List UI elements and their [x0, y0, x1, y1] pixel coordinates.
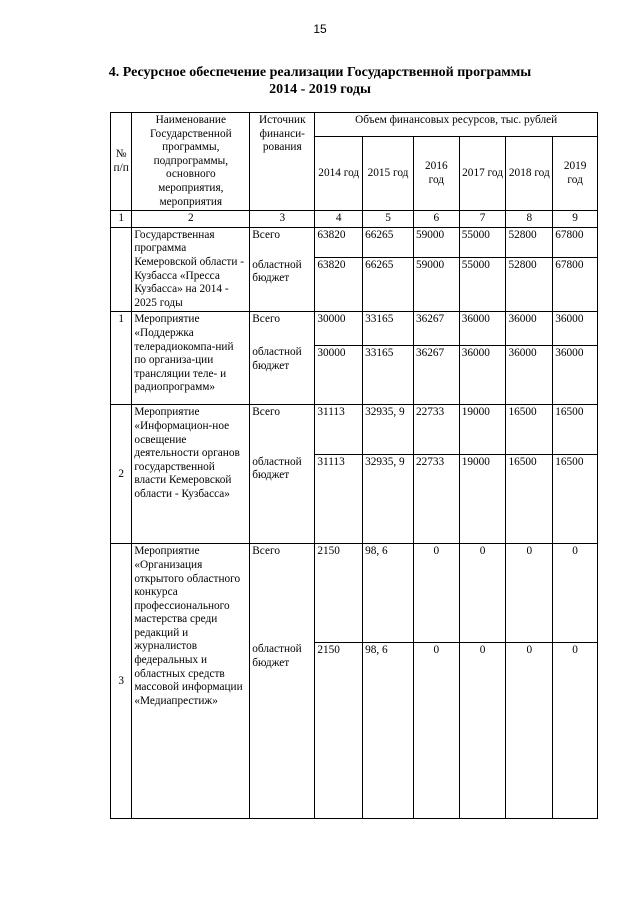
value-total: 30000: [315, 312, 363, 345]
column-number-row: [111, 211, 598, 228]
value-total: 33165: [363, 312, 414, 345]
value-regional: 31113: [315, 455, 363, 544]
value-total: 0: [506, 544, 553, 643]
row-name: Мероприятие «Информацион-ное освещение деятельности органов государственной власти Кемеровской области - Кузбасса»: [132, 405, 250, 544]
header-volume: Объем финансовых ресурсов, тыс. рублей: [315, 113, 598, 137]
value-regional: 63820: [315, 258, 363, 312]
value-total: 67800: [553, 227, 598, 257]
col-number: 4: [315, 211, 363, 228]
value-regional: 0: [506, 642, 553, 818]
row-num: [111, 227, 132, 312]
value-regional: 98, 6: [363, 642, 414, 818]
value-total: 22733: [413, 405, 459, 455]
value-regional: 19000: [459, 455, 506, 544]
value-regional: 33165: [363, 345, 414, 405]
value-total: 66265: [363, 227, 414, 257]
value-regional: 32935, 9: [363, 455, 414, 544]
value-regional: 16500: [506, 455, 553, 544]
value-total: 19000: [459, 405, 506, 455]
document-title: [0, 64, 640, 98]
col-number: 8: [506, 211, 553, 228]
header-row-1: [111, 113, 598, 137]
header-year: 2014 год: [315, 137, 363, 211]
value-total: 36000: [553, 312, 598, 345]
value-regional: 16500: [553, 455, 598, 544]
source-regional: областной бюджет: [250, 642, 315, 818]
value-regional: 0: [459, 642, 506, 818]
value-total: 16500: [553, 405, 598, 455]
header-source: Источник финанси-рования: [250, 113, 315, 211]
col-number: 5: [363, 211, 414, 228]
value-regional: 66265: [363, 258, 414, 312]
title-line-2: 2014 - 2019 годы: [269, 82, 371, 97]
table-row: [111, 227, 598, 257]
value-total: 0: [459, 544, 506, 643]
header-name: Наименование Государственной программы, подпрограммы, основного мероприятия, мероприятия: [132, 113, 250, 211]
value-total: 0: [553, 544, 598, 643]
title-line-1: 4. Ресурсное обеспечение реализации Государственной программы: [108, 65, 532, 80]
value-total: 55000: [459, 227, 506, 257]
col-number: 3: [250, 211, 315, 228]
value-total: 36267: [413, 312, 459, 345]
header-num: № п/п: [111, 113, 132, 211]
value-total: 2150: [315, 544, 363, 643]
value-total: 36000: [506, 312, 553, 345]
header-year: 2017 год: [459, 137, 506, 211]
header-year: 2018 год: [506, 137, 553, 211]
value-regional: 36000: [553, 345, 598, 405]
value-regional: 55000: [459, 258, 506, 312]
value-total: 59000: [413, 227, 459, 257]
value-regional: 22733: [413, 455, 459, 544]
source-total: Всего: [250, 544, 315, 643]
source-regional: областной бюджет: [250, 258, 315, 312]
header-year: 2016 год: [413, 137, 459, 211]
value-total: 52800: [506, 227, 553, 257]
value-regional: 36000: [459, 345, 506, 405]
value-total: 31113: [315, 405, 363, 455]
resource-table: [110, 112, 598, 819]
row-num: 2: [111, 405, 132, 544]
value-total: 63820: [315, 227, 363, 257]
value-total: 36000: [459, 312, 506, 345]
value-regional: 36267: [413, 345, 459, 405]
col-number: 9: [553, 211, 598, 228]
value-regional: 0: [413, 642, 459, 818]
source-regional: областной бюджет: [250, 455, 315, 544]
row-num: 3: [111, 544, 132, 819]
value-total: 32935, 9: [363, 405, 414, 455]
row-name: Мероприятие «Организация открытого областного конкурса профессионального мастерства среди редакций и журналистов федеральных и областных средств массовой информации «Медиапрестиж»: [132, 544, 250, 819]
row-num: 1: [111, 312, 132, 405]
source-total: Всего: [250, 312, 315, 345]
row-name: Мероприятие «Поддержка телерадиокомпа-ний по организа-ции трансляции теле- и радиопрограмм»: [132, 312, 250, 405]
source-total: Всего: [250, 227, 315, 257]
header-year: 2019 год: [553, 137, 598, 211]
value-regional: 0: [553, 642, 598, 818]
value-total: 16500: [506, 405, 553, 455]
value-regional: 30000: [315, 345, 363, 405]
value-regional: 59000: [413, 258, 459, 312]
value-total: 98, 6: [363, 544, 414, 643]
col-number: 1: [111, 211, 132, 228]
source-total: Всего: [250, 405, 315, 455]
value-regional: 52800: [506, 258, 553, 312]
row-name: Государственная программа Кемеровской области - Кузбасса «Пресса Кузбасса» на 2014 - 2025 годы: [132, 227, 250, 312]
col-number: 6: [413, 211, 459, 228]
value-regional: 67800: [553, 258, 598, 312]
source-regional: областной бюджет: [250, 345, 315, 405]
col-number: 2: [132, 211, 250, 228]
table-row: [111, 405, 598, 455]
table-row: [111, 544, 598, 643]
value-regional: 2150: [315, 642, 363, 818]
value-total: 0: [413, 544, 459, 643]
page-number: 15: [313, 22, 327, 36]
value-regional: 36000: [506, 345, 553, 405]
col-number: 7: [459, 211, 506, 228]
header-year: 2015 год: [363, 137, 414, 211]
table-row: [111, 312, 598, 345]
